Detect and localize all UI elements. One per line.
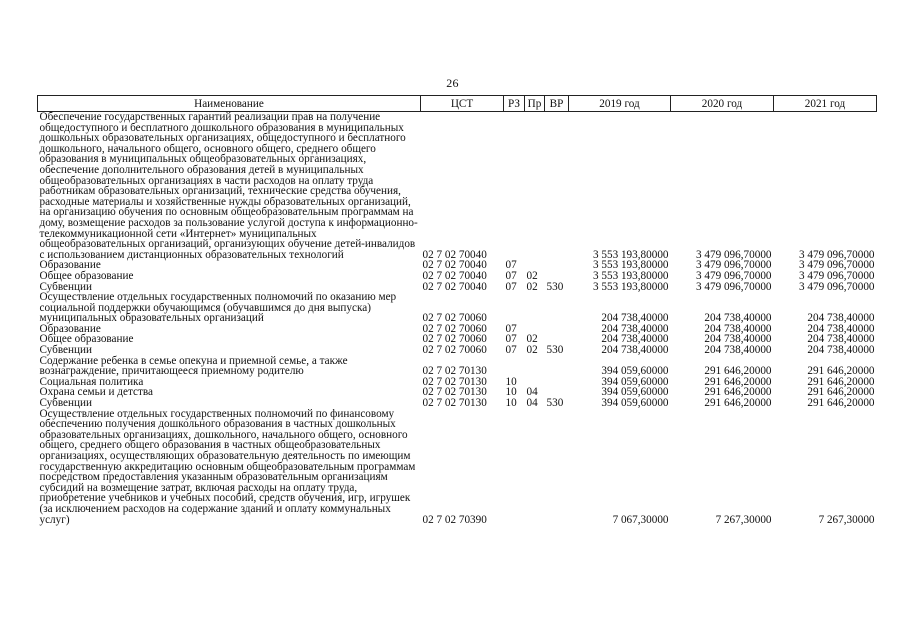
row-amount-2020: 3 479 096,70000 <box>695 280 772 293</box>
row-rz: 10 <box>505 386 517 399</box>
row-vr: 530 <box>546 397 564 410</box>
row-amount-2019: 3 553 193,80000 <box>592 280 669 293</box>
row-name: Субвенции <box>39 280 92 293</box>
row-vr <box>545 271 569 282</box>
header-2019: 2019 год <box>569 96 671 112</box>
row-pr: 04 <box>526 386 538 399</box>
row-amount-2019: 394 059,60000 <box>601 386 669 399</box>
row-amount-2019: 394 059,60000 <box>601 375 669 388</box>
row-cst: 02 7 02 70130 <box>422 397 487 410</box>
row-amount-2019: 204 738,40000 <box>601 333 669 346</box>
header-cst: ЦСТ <box>421 96 504 112</box>
row-name: Содержание ребенка в семье опекуна и приемной семье, а также вознаграждение, причитающееся приемному родителю <box>39 354 348 378</box>
row-pr: 02 <box>526 333 538 346</box>
header-pr: Пр <box>525 96 545 112</box>
row-amount-2019: 204 738,40000 <box>601 312 669 325</box>
row-amount-2020: 204 738,40000 <box>704 344 772 357</box>
row-rz <box>504 356 525 377</box>
row-name: Социальная политика <box>39 375 144 388</box>
row-rz: 10 <box>505 397 517 410</box>
row-cst: 02 7 02 70130 <box>422 365 487 378</box>
row-amount-2021: 204 738,40000 <box>807 322 875 335</box>
row-vr <box>545 112 569 261</box>
page-number: 26 <box>446 76 459 90</box>
row-amount-2020: 291 646,20000 <box>704 375 772 388</box>
row-amount-2021: 291 646,20000 <box>807 375 875 388</box>
row-rz: 07 <box>505 322 517 335</box>
row-amount-2021: 3 479 096,70000 <box>798 248 875 261</box>
header-rz: РЗ <box>504 96 525 112</box>
row-amount-2020: 3 479 096,70000 <box>695 259 772 272</box>
row-amount-2020: 291 646,20000 <box>704 365 772 378</box>
row-rz <box>504 292 525 324</box>
row-name: Образование <box>39 322 101 335</box>
row-rz: 07 <box>505 259 517 272</box>
table-header-row <box>38 96 877 112</box>
row-amount-2019: 3 553 193,80000 <box>592 259 669 272</box>
row-rz: 07 <box>505 344 517 357</box>
row-amount-2021: 291 646,20000 <box>807 386 875 399</box>
row-amount-2021: 291 646,20000 <box>807 365 875 378</box>
row-name: Субвенции <box>39 397 92 410</box>
row-vr <box>545 377 569 388</box>
row-amount-2019: 204 738,40000 <box>601 344 669 357</box>
row-name: Осуществление отдельных государственных полномочий по оказанию мер социальной поддержки обучающимся (обучавшимся до дня выпуска) муниципальных образовательных организаций <box>39 291 397 325</box>
table-row <box>38 112 877 261</box>
row-name: Охрана семьи и детства <box>39 386 153 399</box>
row-amount-2021: 3 479 096,70000 <box>798 259 875 272</box>
row-pr <box>525 356 545 377</box>
budget-table <box>37 95 877 525</box>
row-amount-2019: 3 553 193,80000 <box>592 269 669 282</box>
header-2020: 2020 год <box>671 96 774 112</box>
header-vr: ВР <box>545 96 569 112</box>
row-cst: 02 7 02 70040 <box>422 269 487 282</box>
row-rz: 10 <box>505 375 517 388</box>
row-amount-2021: 291 646,20000 <box>807 397 875 410</box>
row-amount-2019: 7 067,30000 <box>612 513 669 526</box>
row-rz <box>504 409 525 526</box>
row-amount-2019: 204 738,40000 <box>601 322 669 335</box>
header-2021: 2021 год <box>774 96 877 112</box>
row-amount-2021: 3 479 096,70000 <box>798 280 875 293</box>
row-amount-2021: 7 267,30000 <box>818 513 875 526</box>
row-amount-2021: 204 738,40000 <box>807 344 875 357</box>
row-pr <box>525 112 545 261</box>
row-vr: 530 <box>546 280 564 293</box>
row-amount-2020: 204 738,40000 <box>704 312 772 325</box>
row-pr: 02 <box>526 344 538 357</box>
row-amount-2020: 7 267,30000 <box>715 513 772 526</box>
row-cst: 02 7 02 70060 <box>422 312 487 325</box>
row-vr: 530 <box>546 344 564 357</box>
header-name: Наименование <box>38 96 421 112</box>
row-cst: 02 7 02 70040 <box>422 259 487 272</box>
row-amount-2020: 291 646,20000 <box>704 397 772 410</box>
table-row <box>38 292 877 324</box>
row-amount-2019: 394 059,60000 <box>601 365 669 378</box>
row-cst: 02 7 02 70060 <box>422 322 487 335</box>
row-vr <box>545 260 569 271</box>
row-rz: 07 <box>505 280 517 293</box>
row-cst: 02 7 02 70130 <box>422 386 487 399</box>
row-rz <box>504 112 525 261</box>
row-vr <box>545 356 569 377</box>
row-amount-2020: 204 738,40000 <box>704 333 772 346</box>
row-amount-2021: 204 738,40000 <box>807 333 875 346</box>
table-row <box>38 356 877 377</box>
row-cst: 02 7 02 70130 <box>422 375 487 388</box>
row-vr <box>545 324 569 335</box>
row-cst: 02 7 02 70060 <box>422 344 487 357</box>
row-vr <box>545 409 569 526</box>
row-amount-2019: 3 553 193,80000 <box>592 248 669 261</box>
row-rz: 07 <box>505 269 517 282</box>
row-amount-2020: 3 479 096,70000 <box>695 269 772 282</box>
row-pr: 02 <box>526 269 538 282</box>
row-name: Общее образование <box>39 269 134 282</box>
row-pr: 02 <box>526 280 538 293</box>
row-amount-2019: 394 059,60000 <box>601 397 669 410</box>
row-pr <box>525 409 545 526</box>
row-vr <box>545 292 569 324</box>
row-name: Обеспечение государственных гарантий реализации прав на получение общедоступного и бесплатного дошкольного образования в муниципальных дошкольных образовательных организациях, общедоступного и бесплатного дошкольного, начального общего, основного общего, среднего общего образования в муниципальных общеобразовательных организациях, обеспечение дополнительного образования детей в муниципальных общеобразовательных организациях в части расходов на оплату труда работникам образовательных организаций, технические средства обучения, расходные материалы и хозяйственные нужды образовательных организаций, на организацию обучения по основным общеобразовательным программам на дому, возмещение расходов за пользование услугой доступа к информационно-телекоммуникационной сети «Интернет» муниципальных общеобразовательных организаций, организующих обучение детей-инвалидов с использованием дистанционных образовательных технологий <box>39 111 418 261</box>
row-amount-2021: 3 479 096,70000 <box>798 269 875 282</box>
row-rz: 07 <box>505 333 517 346</box>
row-name: Осуществление отдельных государственных полномочий по финансовому обеспечению получения дошкольного образования в частных дошкольных образовательных организациях, дошкольного, начального общего, основного общего, среднего общего образования в частных общеобразовательных организациях, осуществляющих образовательную деятельность по имеющим государственную аккредитацию основным общеобразовательным программам посредством предоставления указанным образовательным организациям субсидий на возмещение затрат, включая расходы на оплату труда, приобретение учебников и учебных пособий, средств обучения, игр, игрушек (за исключением расходов на содержание зданий и оплату коммунальных услуг) <box>39 407 416 526</box>
row-amount-2020: 204 738,40000 <box>704 322 772 335</box>
table-row <box>38 271 877 282</box>
row-cst: 02 7 02 70390 <box>422 513 487 526</box>
table-row <box>38 409 877 526</box>
row-name: Субвенции <box>39 344 92 357</box>
row-amount-2020: 291 646,20000 <box>704 386 772 399</box>
row-cst: 02 7 02 70040 <box>422 280 487 293</box>
row-pr <box>525 292 545 324</box>
row-name: Общее образование <box>39 333 134 346</box>
row-pr: 04 <box>526 397 538 410</box>
row-name: Образование <box>39 259 101 272</box>
row-cst: 02 7 02 70060 <box>422 333 487 346</box>
row-amount-2020: 3 479 096,70000 <box>695 248 772 261</box>
row-cst: 02 7 02 70040 <box>422 248 487 261</box>
row-amount-2021: 204 738,40000 <box>807 312 875 325</box>
